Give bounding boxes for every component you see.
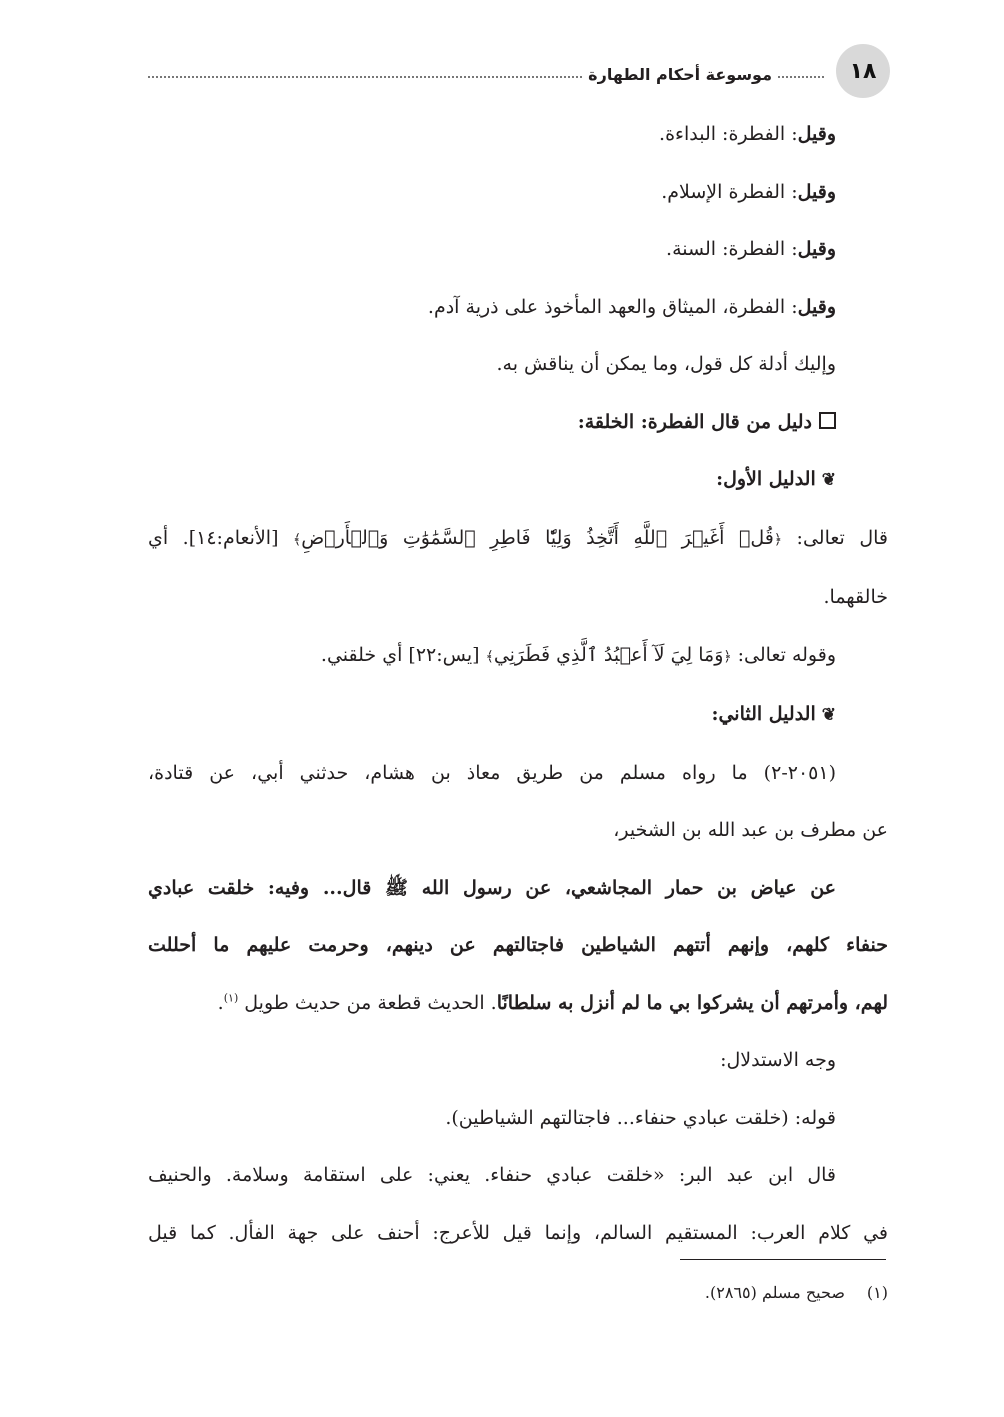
checkbox-icon <box>819 412 836 429</box>
section-heading-text: دليل من قال الفطرة: الخلقة: <box>577 410 812 433</box>
opinion-lead: وقيل <box>797 295 836 318</box>
quote-line: في كلام العرب: المستقيم السالم، وإنما قيل للأعرج: أحنف على جهة الفأل. كما قيل <box>148 1221 888 1244</box>
opinion-text: : الفطرة الإسلام. <box>661 180 798 203</box>
hadith-line: عن عياض بن حمار المجاشعي، عن رسول الله ﷺ قال... وفيه: خلقت عبادي <box>148 876 836 899</box>
page-header <box>148 44 890 102</box>
dotted-leader-right <box>778 76 824 78</box>
hadith-text: لهم، وأمرتهم أن يشركوا بي ما لم أنزل به سلطانًا <box>496 991 888 1014</box>
leaf-bullet-icon: ❦ <box>821 470 836 490</box>
section-heading <box>148 394 888 452</box>
opinion-text: : الفطرة: السنة. <box>666 238 798 260</box>
isnad-line: عن مطرف بن عبد الله بن الشخير، <box>613 819 888 841</box>
footnote <box>148 1280 888 1306</box>
evidence-heading-text: الدليل الثاني: <box>711 703 816 725</box>
opinion-line <box>148 106 888 164</box>
verse-reference: [الأنعام:١٤]. أي <box>148 526 293 549</box>
evidence-heading <box>148 451 888 510</box>
quran-verse: قُلۡ أَغَيۡرَ ٱللَّهِ أَتَّخِذُ وَلِيّٗا فَاطِرِ ٱلسَّمَٰوَٰتِ وَٱلۡأَرۡضِ <box>301 526 774 549</box>
running-title: موسوعة أحكام الطهارة <box>588 65 772 84</box>
inference-line: قوله: (خلقت عبادي حنفاء... فاجتالتهم الشياطين). <box>445 1106 836 1129</box>
opinion-lead: وقيل <box>797 123 836 145</box>
opinion-line <box>148 279 888 337</box>
footnote-marker[interactable]: (١) <box>223 991 239 1005</box>
opinion-lead: وقيل <box>797 180 836 203</box>
page-number-badge: ١٨ <box>836 44 890 98</box>
quran-verse: وَمَا لِيَ لَآ أَعۡبُدُ ٱلَّذِي فَطَرَنِي <box>493 643 724 666</box>
inference-heading: وجه الاستدلال: <box>720 1049 836 1071</box>
running-title-row <box>148 60 824 84</box>
opinion-text: : الفطرة، الميثاق والعهد المأخوذ على ذرية آدم. <box>427 295 798 318</box>
verse-reference: [يس:٢٢] أي خلقني. <box>320 643 486 666</box>
leaf-bullet-icon: ❦ <box>821 705 836 725</box>
ornate-bracket-open: ﴿ <box>723 648 732 665</box>
quran-paragraph <box>148 627 888 687</box>
hadith-comment: . الحديث قطعة من حديث طويل <box>244 991 497 1014</box>
hadith-line: حنفاء كلهم، وإنهم أتتهم الشياطين فاجتالتهم عن دينهم، وحرمت عليهم ما أحللت <box>148 934 888 956</box>
opinion-text: : الفطرة: البداءة. <box>659 123 798 145</box>
isnad-line: (٢٠٥١-٢) ما رواه مسلم من طريق معاذ بن هشام، حدثني أبي، عن قتادة، <box>148 761 836 784</box>
ornate-bracket-close: ﴾ <box>293 531 302 548</box>
footnote-text: صحيح مسلم (٢٨٦٥). <box>704 1283 845 1302</box>
footnote-number: (١) <box>866 1283 888 1302</box>
dotted-leader-left <box>148 76 582 78</box>
evidence-heading <box>148 686 888 745</box>
line-end-period: . <box>217 991 224 1014</box>
intro-line: وإليك أدلة كل قول، وما يمكن أن يناقش به. <box>496 353 836 375</box>
opinion-line <box>148 221 888 279</box>
hadith-line <box>148 975 888 1033</box>
footnote-separator <box>680 1259 886 1260</box>
ornate-bracket-close: ﴾ <box>485 648 494 665</box>
opinion-lead: وقيل <box>797 238 836 260</box>
quote-line: قال ابن عبد البر: «خلقت عبادي حنفاء. يعني: على استقامة وسلامة. والحنيف <box>148 1164 836 1186</box>
opinion-line <box>148 164 888 222</box>
paragraph-continuation: خالقهما. <box>823 586 888 608</box>
page-body <box>148 106 888 1262</box>
evidence-heading-text: الدليل الأول: <box>716 468 816 490</box>
quote-intro: قال تعالى: <box>782 526 888 549</box>
quran-paragraph <box>148 510 888 570</box>
ornate-bracket-open: ﴿ <box>773 531 783 548</box>
quote-intro: وقوله تعالى: <box>731 643 836 666</box>
